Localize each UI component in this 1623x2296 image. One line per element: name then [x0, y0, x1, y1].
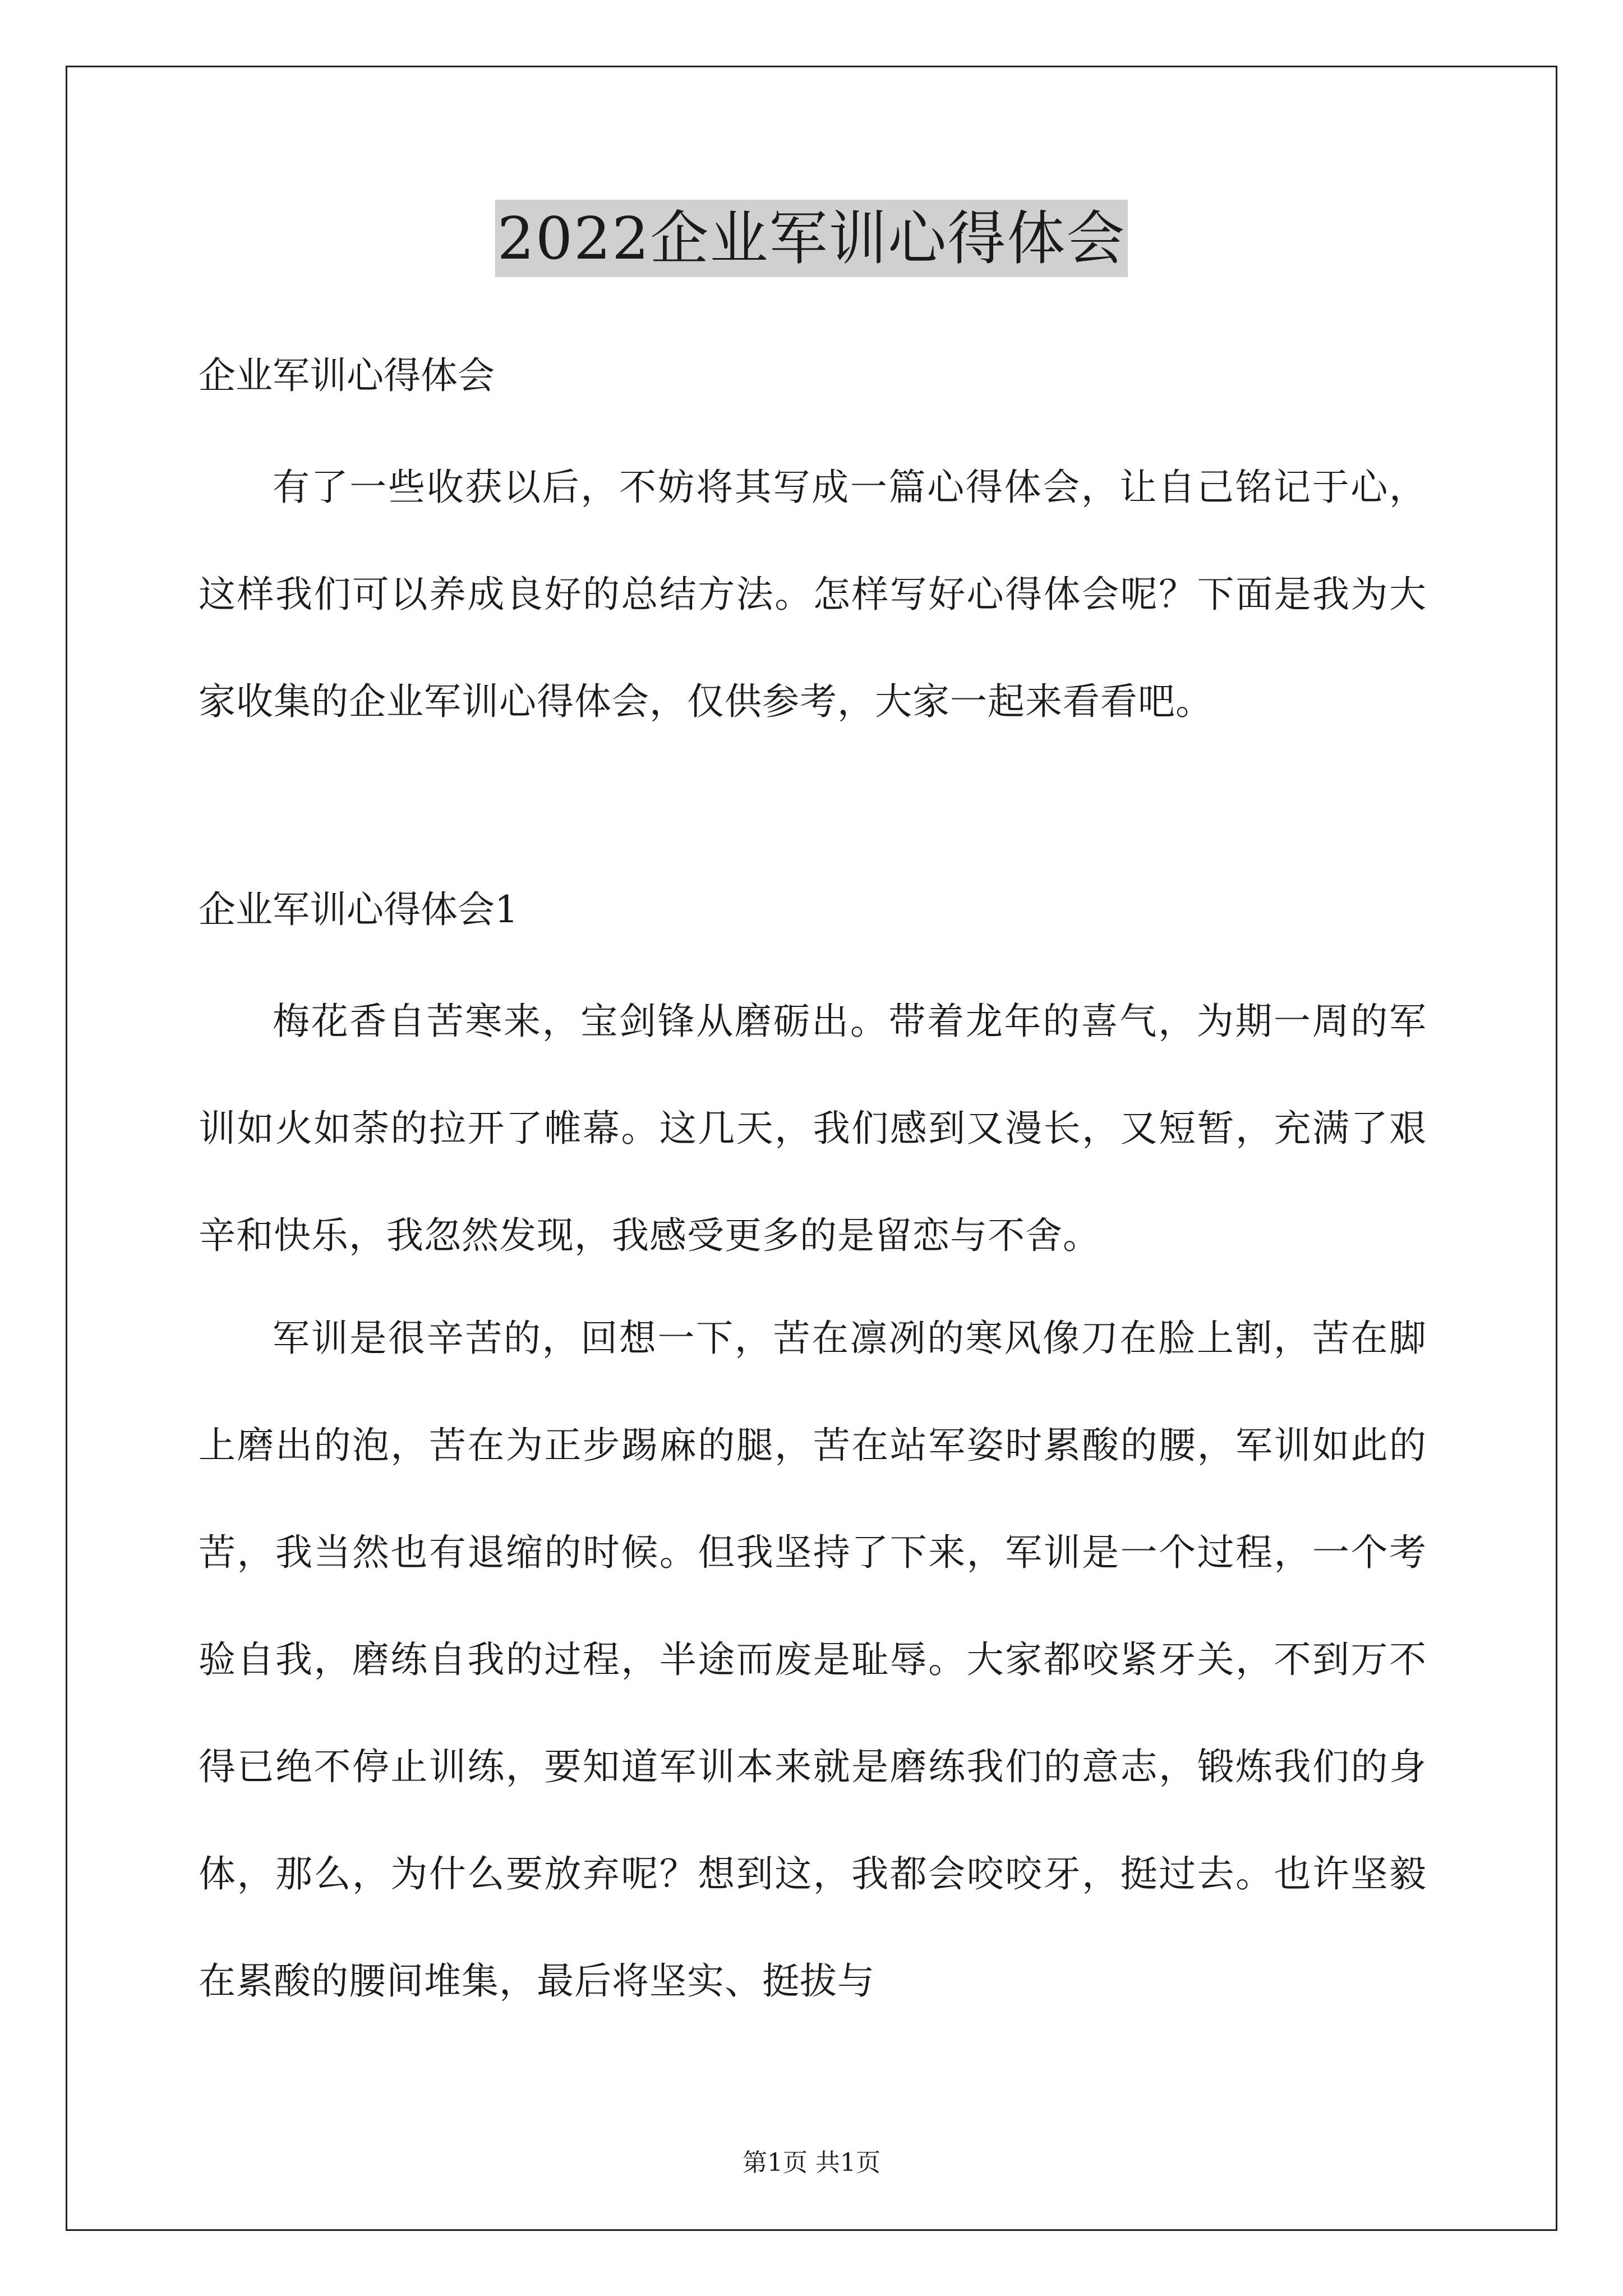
body-paragraph-1: 梅花香自苦寒来，宝剑锋从磨砺出。带着龙年的喜气，为期一周的军训如火如荼的拉开了帷幕。这几天，我们感到又漫长，又短暂，充满了艰辛和快乐，我忽然发现，我感受更多的是留恋与不舍。 [199, 1000, 1427, 1257]
intro-paragraph: 有了一些收获以后，不妨将其写成一篇心得体会，让自己铭记于心，这样我们可以养成良好的总结方法。怎样写好心得体会呢？下面是我为大家收集的企业军训心得体会，仅供参考，大家一起来看看吧。 [199, 466, 1427, 723]
subtitle: 企业军训心得体会 [199, 354, 495, 397]
body-paragraph-2: 军训是很辛苦的，回想一下，苦在凛冽的寒风像刀在脸上割，苦在脚上磨出的泡，苦在为正步踢麻的腿，苦在站军姿时累酸的腰，军训如此的苦，我当然也有退缩的时候。但我坚持了下来，军训是一个过程，一个考验自我，磨练自我的过程，半途而废是耻辱。大家都咬紧牙关，不到万不得已绝不停止训练，要知道军训本来就是磨练我们的意志，锻炼我们的身体，那么，为什么要放弃呢？想到这，我都会咬咬牙，挺过去。也许坚毅在累酸的腰间堆集，最后将坚实、挺拔与 [199, 1317, 1427, 2003]
page-footer: 第1页 共1页 [743, 2148, 880, 2177]
section-heading: 企业军训心得体会1 [199, 888, 518, 931]
document-title: 2022企业军训心得体会 [495, 200, 1128, 277]
title-container [0, 200, 1623, 277]
